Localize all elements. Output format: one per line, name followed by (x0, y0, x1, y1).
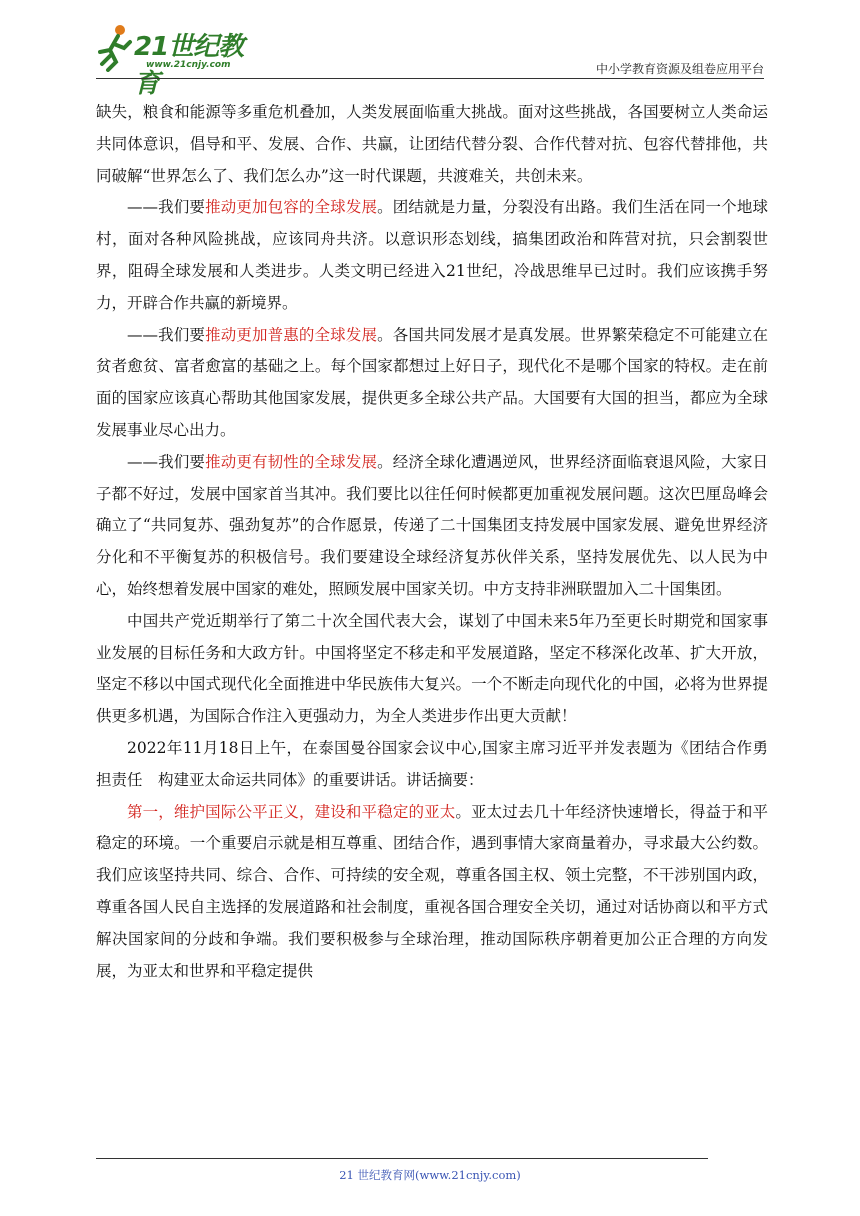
page-header (0, 0, 860, 99)
paragraph-6: 2022年11月18日上午，在泰国曼谷国家会议中心,国家主席习近平并发表题为《团结合作勇担责任 构建亚太命运共同体》的重要讲话。讲话摘要： (96, 738, 768, 789)
paragraph-4-lead: ——我们要 (127, 452, 206, 471)
paragraph-1: 缺失，粮食和能源等多重危机叠加，人类发展面临重大挑战。面对这些挑战，各国要树立人类命运共同体意识，倡导和平、发展、合作、共赢，让团结代替分裂、合作代替对抗、包容代替排他，共同破解“世界怎么了、我们怎么办”这一时代课题，共渡难关，共创未来。 (96, 103, 768, 185)
paragraph-7 (96, 797, 768, 988)
highlight-resilient: 推动更有韧性的全球发展 (205, 452, 378, 471)
highlight-inclusive: 推动更加包容的全球发展 (205, 198, 378, 217)
highlight-first-point: 第一，维护国际公平正义，建设和平稳定的亚太 (127, 802, 456, 821)
paragraph-7-body: 。亚太过去几十年经济快速增长，得益于和平稳定的环境。一个重要启示就是相互尊重、团结合作，遇到事情大家商量着办，寻求最大公约数。我们应该坚持共同、综合、合作、可持续的安全观，尊重各国主权、领土完整，不干涉别国内政，尊重各国人民自主选择的发展道路和社会制度，重视各国合理安全关切，通过对话协商以和平方式解决国家间的分歧和争端。我们要积极参与全球治理，推动国际秩序朝着更加公正合理的方向发展，为亚太和世界和平稳定提供 (96, 802, 768, 980)
paragraph-3-body: 。各国共同发展才是真发展。世界繁荣稳定不可能建立在贫者愈贫、富者愈富的基础之上。每个国家都想过上好日子，现代化不是哪个国家的特权。走在前面的国家应该真心帮助其他国家发展，提供更多全球公共产品。大国要有大国的担当，都应为全球发展事业尽心出力。 (96, 325, 768, 439)
header-tagline: 中小学教育资源及组卷应用平台 (595, 62, 764, 76)
logo-url: www.21cnjy.com (146, 60, 231, 70)
paragraph-3 (96, 320, 768, 447)
paragraph-2-body: 。团结就是力量，分裂没有出路。我们生活在同一个地球村，面对各种风险挑战，应该同舟共济。以意识形态划线，搞集团政治和阵营对抗，只会割裂世界，阻碍全球发展和人类进步。人类文明已经进入21世纪，冷战思维早已过时。我们应该携手努力，开辟合作共赢的新境界。 (96, 198, 768, 312)
paragraph-5: 中国共产党近期举行了第二十次全国代表大会，谋划了中国未来5年乃至更长时期党和国家事业发展的目标任务和大政方针。中国将坚定不移走和平发展道路，坚定不移深化改革、扩大开放，坚定不移以中国式现代化全面推进中华民族伟大复兴。一个不断走向现代化的中国，必将为世界提供更多机遇，为国际合作注入更强动力，为全人类进步作出更大贡献！ (96, 611, 768, 726)
logo (96, 22, 266, 99)
runner-logo-icon (96, 22, 136, 72)
highlight-inclusive-benefit: 推动更加普惠的全球发展 (205, 325, 378, 344)
header-divider (96, 78, 764, 79)
footer-divider (96, 1158, 708, 1159)
paragraph-4 (96, 447, 768, 606)
paragraph-2-lead: ——我们要 (127, 198, 206, 217)
paragraph-4-body: 。经济全球化遭遇逆风，世界经济面临衰退风险，大家日子都不好过，发展中国家首当其冲。我们要比以往任何时候都更加重视发展问题。这次巴厘岛峰会确立了“共同复苏、强劲复苏”的合作愿景，传递了二十国集团支持发展中国家发展、避免世界经济分化和不平衡复苏的积极信号。我们要建设全球经济复苏伙伴关系，坚持发展优先、以人民为中心，始终想着发展中国家的难处，照顾发展中国家关切。中方支持非洲联盟加入二十国集团。 (96, 452, 768, 598)
logo-text: 21世纪教育 (134, 32, 244, 99)
article-body (96, 97, 768, 987)
paragraph-3-lead: ——我们要 (127, 325, 206, 344)
footer-text[interactable]: 21 世纪教育网(www.21cnjy.com) (339, 1168, 521, 1182)
paragraph-2 (96, 192, 768, 319)
